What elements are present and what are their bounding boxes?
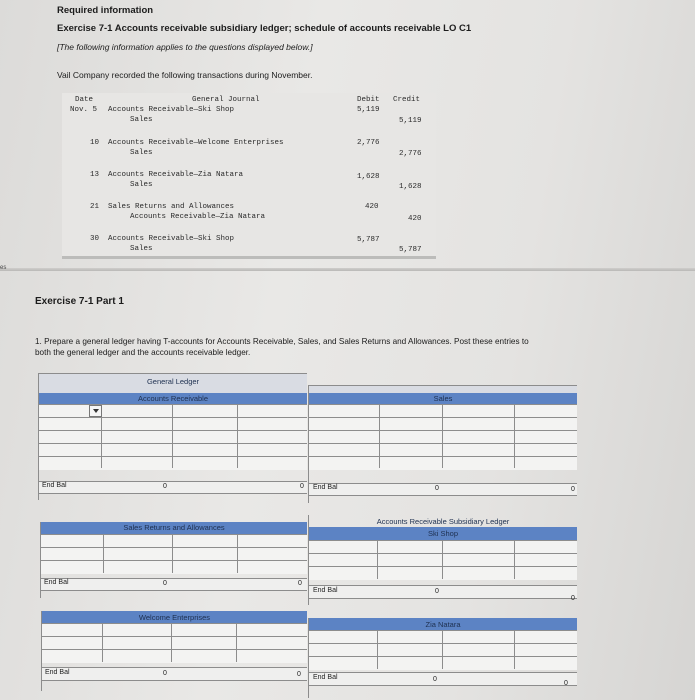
ledger-sales (308, 385, 577, 503)
ledger-t-divider (172, 404, 173, 468)
ledger-row[interactable] (309, 404, 577, 418)
ledger-row[interactable] (41, 547, 307, 561)
ledger-t-divider (442, 630, 443, 669)
credit-total: 0 (571, 486, 575, 493)
ledger-col-divider (102, 623, 103, 662)
ledger-row[interactable] (41, 534, 307, 548)
ledger-row[interactable] (42, 623, 307, 637)
credit-total: 0 (298, 580, 302, 587)
ledger-account-name: Accounts Receivable (137, 394, 209, 403)
ledger-end-balance-row (309, 585, 577, 599)
journal-credit-amount: 1,628 (399, 183, 422, 191)
end-balance-label: End Bal (313, 674, 338, 681)
ledger-zia-natara (308, 618, 577, 698)
journal-credit-account: Sales (130, 245, 153, 253)
ledger-account-name: Zia Natara (425, 620, 461, 629)
ledger-account-name: Sales Returns and Allowances (123, 523, 225, 532)
journal-col-debit: Debit (357, 96, 380, 104)
ledger-account-name: Welcome Enterprises (138, 613, 211, 622)
ledger-end-balance-row (39, 481, 307, 494)
journal-credit-amount: 5,787 (399, 246, 422, 254)
journal-debit-account: Accounts Receivable—Welcome Enterprises (108, 139, 284, 147)
ledger-col-divider (379, 404, 380, 468)
ledger-row[interactable] (309, 566, 577, 580)
ledger-col-divider (514, 540, 515, 579)
ledger-row[interactable] (42, 649, 307, 663)
journal-debit-account: Accounts Receivable—Ski Shop (108, 235, 235, 243)
debit-total: 0 (163, 670, 167, 677)
debit-total: 0 (435, 485, 439, 492)
ledger-row[interactable] (42, 636, 307, 650)
ledger-row[interactable] (309, 656, 577, 670)
journal-debit-account: Accounts Receivable—Ski Shop (108, 106, 235, 114)
ledger-end-balance-row (309, 483, 577, 496)
journal-debit-amount: 5,119 (357, 106, 380, 114)
journal-date: 10 (90, 139, 100, 147)
ledger-ski-shop (308, 515, 577, 605)
ledger-row[interactable] (39, 417, 307, 431)
applies-note: [The following information applies to the questions displayed below.] (57, 42, 313, 52)
debit-total: 0 (433, 676, 437, 683)
part-instruction-cont: both the general ledger and the accounts receivable ledger. (35, 348, 251, 357)
journal-date: 30 (90, 235, 100, 243)
journal-col-credit: Credit (393, 96, 421, 104)
ledger-title: General Ledger (146, 377, 200, 386)
end-balance-label: End Bal (42, 482, 67, 489)
journal-col-general-journal: General Journal (192, 96, 260, 104)
ledger-end-balance-row (309, 672, 577, 686)
journal-debit-amount: 5,787 (357, 236, 380, 244)
side-mark: es (0, 265, 7, 271)
intro-text: Vail Company recorded the following transactions during November. (57, 70, 313, 80)
journal-credit-amount: 2,776 (399, 150, 422, 158)
subsidiary-ledger-title: Accounts Receivable Subsidiary Ledger (376, 517, 510, 526)
credit-total: 0 (564, 680, 568, 687)
journal-credit-account: Accounts Receivable—Zia Natara (130, 213, 266, 221)
ledger-col-divider (103, 534, 104, 573)
journal-credit-account: Sales (130, 149, 153, 157)
debit-total: 0 (163, 580, 167, 587)
ledger-row[interactable] (39, 456, 307, 470)
ledger-col-divider (514, 404, 515, 468)
ledger-t-divider (171, 623, 172, 662)
end-balance-label: End Bal (313, 587, 338, 594)
debit-total: 0 (435, 588, 439, 595)
part-instruction: 1. Prepare a general ledger having T-accounts for Accounts Receivable, Sales, and Sales Returns and Allowances. Post these entries to (35, 337, 529, 346)
journal-debit-amount: 420 (365, 203, 379, 211)
journal-divider (62, 256, 436, 259)
ledger-end-balance-row (41, 578, 307, 591)
ledger-row[interactable] (309, 540, 577, 554)
journal-debit-account: Accounts Receivable—Zia Natara (108, 171, 244, 179)
ledger-welcome-enterprises (41, 611, 307, 691)
ledger-row[interactable] (309, 417, 577, 431)
ledger-row[interactable] (41, 560, 307, 574)
ledger-row[interactable] (39, 443, 307, 457)
journal-credit-account: Sales (130, 116, 153, 124)
ledger-t-divider (442, 404, 443, 468)
ledger-row[interactable] (309, 553, 577, 567)
credit-total: 0 (300, 483, 304, 490)
page-fold (0, 268, 695, 271)
ledger-col-divider (237, 534, 238, 573)
ledger-col-divider (237, 404, 238, 468)
debit-total: 0 (163, 483, 167, 490)
ledger-col-divider (377, 540, 378, 579)
ledger-col-divider (514, 630, 515, 669)
end-balance-label: End Bal (313, 484, 338, 491)
ledger-col-divider (377, 630, 378, 669)
journal-credit-amount: 420 (408, 215, 422, 223)
end-balance-label: End Bal (44, 579, 69, 586)
end-balance-label: End Bal (45, 669, 70, 676)
exercise-title: Exercise 7-1 Accounts receivable subsidiary ledger; schedule of accounts receivable LO C1 (57, 23, 472, 34)
date-dropdown[interactable] (89, 405, 102, 417)
credit-total: 0 (297, 671, 301, 678)
ledger-account-name: Sales (433, 394, 453, 403)
ledger-row[interactable] (39, 404, 307, 418)
ledger-row[interactable] (309, 456, 577, 470)
credit-total: 0 (571, 595, 575, 602)
ledger-t-divider (442, 540, 443, 579)
journal-debit-account: Sales Returns and Allowances (108, 203, 235, 211)
required-info-heading: Required information (57, 5, 154, 16)
ledger-row[interactable] (309, 430, 577, 444)
ledger-row[interactable] (39, 430, 307, 444)
ledger-end-balance-row (42, 667, 307, 681)
ledger-row[interactable] (309, 643, 577, 657)
ledger-accounts-receivable (38, 373, 307, 500)
journal-date: 13 (90, 171, 100, 179)
ledger-sales-returns-allowances (40, 522, 307, 598)
part-title: Exercise 7-1 Part 1 (35, 296, 124, 307)
ledger-account-name: Ski Shop (427, 529, 459, 538)
journal-date: 21 (90, 203, 100, 211)
ledger-t-divider (172, 534, 173, 573)
ledger-row[interactable] (309, 443, 577, 457)
ledger-col-divider (236, 623, 237, 662)
ledger-row[interactable] (309, 630, 577, 644)
journal-date: Nov. 5 (70, 106, 98, 114)
journal-credit-amount: 5,119 (399, 117, 422, 125)
journal-credit-account: Sales (130, 181, 153, 189)
journal-debit-amount: 1,628 (357, 173, 380, 181)
journal-col-date: Date (75, 96, 94, 104)
journal-debit-amount: 2,776 (357, 139, 380, 147)
